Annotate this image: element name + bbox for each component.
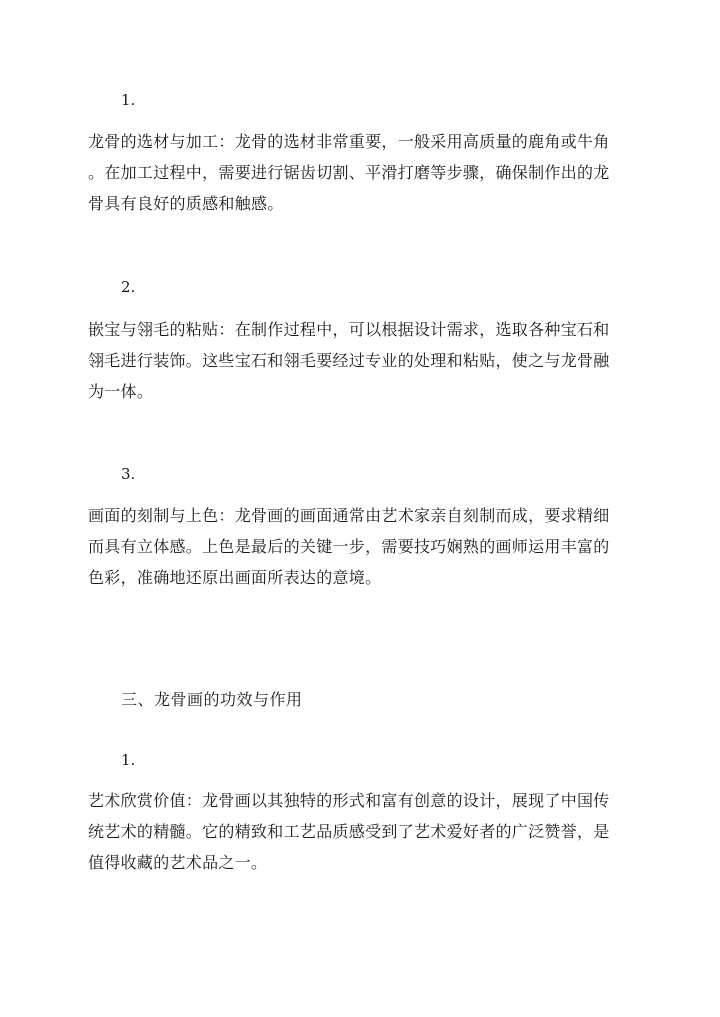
item-number-3: 3. — [121, 465, 136, 483]
paragraph-line: 而具有立体感。上色是最后的关键一步，需要技巧娴熟的画师运用丰富的 — [88, 537, 610, 556]
paragraph-gem-feather-attach — [88, 314, 633, 407]
paragraph-line: 翎毛进行装饰。这些宝石和翎毛要经过专业的处理和粘贴，使之与龙骨融 — [88, 351, 610, 370]
item-number-1: 1. — [121, 91, 136, 109]
paragraph-line: 骨具有良好的质感和触感。 — [88, 194, 284, 213]
paragraph-line: 画面的刻制与上色：龙骨画的画面通常由艺术家亲自刻制而成，要求精细 — [88, 506, 610, 525]
paragraph-dragon-bone-material — [88, 126, 633, 219]
paragraph-line: 。在加工过程中，需要进行锯齿切割、平滑打磨等步骤，确保制作出的龙 — [88, 163, 610, 182]
section-heading: 三、龙骨画的功效与作用 — [121, 690, 303, 709]
paragraph-carving-coloring — [88, 500, 633, 593]
paragraph-art-appreciation — [88, 785, 633, 878]
paragraph-line: 为一体。 — [88, 382, 154, 401]
paragraph-line: 色彩，准确地还原出画面所表达的意境。 — [88, 568, 382, 587]
paragraph-line: 艺术欣赏价值：龙骨画以其独特的形式和富有创意的设计，展现了中国传 — [88, 791, 610, 810]
paragraph-line: 嵌宝与翎毛的粘贴：在制作过程中，可以根据设计需求，选取各种宝石和 — [88, 320, 610, 339]
paragraph-line: 统艺术的精髓。它的精致和工艺品质感受到了艺术爱好者的广泛赞誉，是 — [88, 822, 610, 841]
item-number-2: 2. — [121, 278, 136, 296]
paragraph-line: 值得收藏的艺术品之一。 — [88, 853, 268, 872]
paragraph-line: 龙骨的选材与加工：龙骨的选材非常重要，一般采用高质量的鹿角或牛角 — [88, 132, 610, 151]
item-number-4: 1. — [121, 751, 136, 769]
